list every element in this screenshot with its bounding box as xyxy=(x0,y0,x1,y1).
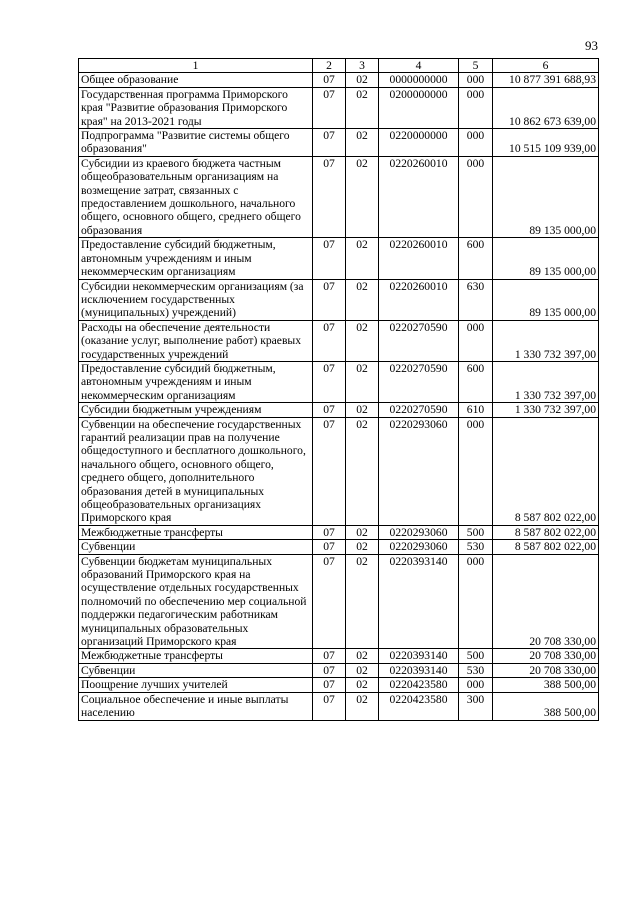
row-target-code-cell: 0220393140 xyxy=(379,663,459,677)
row-amount-cell: 388 500,00 xyxy=(493,678,599,692)
table-row xyxy=(79,417,599,525)
row-expense-type-cell: 300 xyxy=(459,692,493,720)
row-name-cell: Межбюджетные трансферты xyxy=(79,525,313,539)
row-amount-cell: 89 135 000,00 xyxy=(493,156,599,237)
header-col-4: 4 xyxy=(379,59,459,73)
row-amount-cell: 1 330 732 397,00 xyxy=(493,320,599,361)
row-name-cell: Субсидии из краевого бюджета частным общеобразовательным организациям на возмещение затрат, связанных с предоставлением дошкольного, начального общего, основного общего, среднего общего образования xyxy=(79,156,313,237)
row-amount-cell: 20 708 330,00 xyxy=(493,649,599,663)
row-section-cell: 07 xyxy=(313,678,346,692)
row-name-cell: Подпрограмма "Развитие системы общего образования" xyxy=(79,129,313,157)
row-section-cell: 07 xyxy=(313,87,346,128)
row-section-cell: 07 xyxy=(313,361,346,402)
row-target-code-cell: 0220260010 xyxy=(379,279,459,320)
table-row xyxy=(79,129,599,157)
row-subsection-cell: 02 xyxy=(346,678,379,692)
table-row xyxy=(79,320,599,361)
row-target-code-cell: 0220393140 xyxy=(379,649,459,663)
row-target-code-cell: 0220000000 xyxy=(379,129,459,157)
row-name-cell: Поощрение лучших учителей xyxy=(79,678,313,692)
table-row xyxy=(79,279,599,320)
row-name-cell: Субсидии некоммерческим организациям (за исключением государственных (муниципальных) учреждений) xyxy=(79,279,313,320)
row-subsection-cell: 02 xyxy=(346,649,379,663)
row-expense-type-cell: 600 xyxy=(459,361,493,402)
row-section-cell: 07 xyxy=(313,417,346,525)
row-subsection-cell: 02 xyxy=(346,554,379,649)
row-target-code-cell: 0220293060 xyxy=(379,525,459,539)
row-target-code-cell: 0220260010 xyxy=(379,238,459,279)
table-row xyxy=(79,361,599,402)
row-amount-cell: 20 708 330,00 xyxy=(493,663,599,677)
row-subsection-cell: 02 xyxy=(346,525,379,539)
row-section-cell: 07 xyxy=(313,554,346,649)
row-subsection-cell: 02 xyxy=(346,540,379,554)
row-section-cell: 07 xyxy=(313,692,346,720)
row-section-cell: 07 xyxy=(313,279,346,320)
row-target-code-cell: 0220260010 xyxy=(379,156,459,237)
page-number: 93 xyxy=(585,38,598,53)
row-expense-type-cell: 500 xyxy=(459,525,493,539)
row-amount-cell: 20 708 330,00 xyxy=(493,554,599,649)
row-section-cell: 07 xyxy=(313,156,346,237)
row-name-cell: Предоставление субсидий бюджетным, автономным учреждениям и иным некоммерческим организациям xyxy=(79,238,313,279)
row-expense-type-cell: 530 xyxy=(459,663,493,677)
row-section-cell: 07 xyxy=(313,649,346,663)
row-amount-cell: 1 330 732 397,00 xyxy=(493,361,599,402)
row-target-code-cell: 0000000000 xyxy=(379,73,459,87)
row-expense-type-cell: 000 xyxy=(459,320,493,361)
table-body xyxy=(79,59,599,721)
row-expense-type-cell: 530 xyxy=(459,540,493,554)
table-row xyxy=(79,156,599,237)
table-row xyxy=(79,649,599,663)
row-expense-type-cell: 500 xyxy=(459,649,493,663)
header-row xyxy=(79,59,599,73)
row-name-cell: Социальное обеспечение и иные выплаты населению xyxy=(79,692,313,720)
row-target-code-cell: 0220270590 xyxy=(379,403,459,417)
row-target-code-cell: 0220293060 xyxy=(379,417,459,525)
row-target-code-cell: 0220423580 xyxy=(379,678,459,692)
row-expense-type-cell: 000 xyxy=(459,156,493,237)
header-col-5: 5 xyxy=(459,59,493,73)
row-amount-cell: 8 587 802 022,00 xyxy=(493,417,599,525)
row-section-cell: 07 xyxy=(313,663,346,677)
table-row xyxy=(79,73,599,87)
row-expense-type-cell: 000 xyxy=(459,678,493,692)
row-amount-cell: 1 330 732 397,00 xyxy=(493,403,599,417)
row-section-cell: 07 xyxy=(313,525,346,539)
row-amount-cell: 388 500,00 xyxy=(493,692,599,720)
row-name-cell: Субвенции на обеспечение государственных гарантий реализации прав на получение общедоступного и бесплатного дошкольного, начального общего, основного общего, среднего общего, дополнительного образования детей в муниципальных общеобразовательных организациях Приморского края xyxy=(79,417,313,525)
table-row xyxy=(79,663,599,677)
row-subsection-cell: 02 xyxy=(346,361,379,402)
row-expense-type-cell: 000 xyxy=(459,87,493,128)
row-expense-type-cell: 000 xyxy=(459,417,493,525)
row-subsection-cell: 02 xyxy=(346,238,379,279)
row-subsection-cell: 02 xyxy=(346,320,379,361)
row-expense-type-cell: 000 xyxy=(459,73,493,87)
row-amount-cell: 8 587 802 022,00 xyxy=(493,525,599,539)
row-amount-cell: 10 862 673 639,00 xyxy=(493,87,599,128)
row-name-cell: Межбюджетные трансферты xyxy=(79,649,313,663)
row-name-cell: Субвенции xyxy=(79,663,313,677)
table-row xyxy=(79,540,599,554)
row-subsection-cell: 02 xyxy=(346,129,379,157)
row-expense-type-cell: 610 xyxy=(459,403,493,417)
table-row xyxy=(79,403,599,417)
row-subsection-cell: 02 xyxy=(346,87,379,128)
row-subsection-cell: 02 xyxy=(346,403,379,417)
row-target-code-cell: 0220393140 xyxy=(379,554,459,649)
row-amount-cell: 89 135 000,00 xyxy=(493,279,599,320)
row-name-cell: Расходы на обеспечение деятельности (оказание услуг, выполнение работ) краевых государственных учреждений xyxy=(79,320,313,361)
row-name-cell: Субвенции бюджетам муниципальных образований Приморского края на осуществление отдельных государственных полномочий по обеспечению мер социальной поддержки педагогическим работникам муниципальных образовательных организаций Приморского края xyxy=(79,554,313,649)
row-subsection-cell: 02 xyxy=(346,417,379,525)
row-section-cell: 07 xyxy=(313,540,346,554)
table-row xyxy=(79,692,599,720)
row-amount-cell: 10 877 391 688,93 xyxy=(493,73,599,87)
row-subsection-cell: 02 xyxy=(346,156,379,237)
row-section-cell: 07 xyxy=(313,320,346,361)
row-expense-type-cell: 000 xyxy=(459,554,493,649)
row-name-cell: Общее образование xyxy=(79,73,313,87)
row-section-cell: 07 xyxy=(313,129,346,157)
row-amount-cell: 89 135 000,00 xyxy=(493,238,599,279)
row-expense-type-cell: 000 xyxy=(459,129,493,157)
row-subsection-cell: 02 xyxy=(346,279,379,320)
row-amount-cell: 10 515 109 939,00 xyxy=(493,129,599,157)
table-row xyxy=(79,678,599,692)
row-name-cell: Государственная программа Приморского края "Развитие образования Приморского края" на 2013-2021 годы xyxy=(79,87,313,128)
table-row xyxy=(79,554,599,649)
row-name-cell: Субвенции xyxy=(79,540,313,554)
header-col-6: 6 xyxy=(493,59,599,73)
row-section-cell: 07 xyxy=(313,403,346,417)
row-name-cell: Предоставление субсидий бюджетным, автономным учреждениям и иным некоммерческим организациям xyxy=(79,361,313,402)
table-row xyxy=(79,238,599,279)
table-row xyxy=(79,87,599,128)
row-target-code-cell: 0220270590 xyxy=(379,320,459,361)
budget-table xyxy=(78,58,599,721)
row-name-cell: Субсидии бюджетным учреждениям xyxy=(79,403,313,417)
row-subsection-cell: 02 xyxy=(346,663,379,677)
row-section-cell: 07 xyxy=(313,73,346,87)
table-row xyxy=(79,525,599,539)
row-expense-type-cell: 630 xyxy=(459,279,493,320)
row-target-code-cell: 0220270590 xyxy=(379,361,459,402)
row-target-code-cell: 0220293060 xyxy=(379,540,459,554)
row-expense-type-cell: 600 xyxy=(459,238,493,279)
row-amount-cell: 8 587 802 022,00 xyxy=(493,540,599,554)
header-col-2: 2 xyxy=(313,59,346,73)
row-subsection-cell: 02 xyxy=(346,692,379,720)
row-section-cell: 07 xyxy=(313,238,346,279)
row-target-code-cell: 0220423580 xyxy=(379,692,459,720)
row-target-code-cell: 0200000000 xyxy=(379,87,459,128)
header-col-3: 3 xyxy=(346,59,379,73)
header-col-1: 1 xyxy=(79,59,313,73)
row-subsection-cell: 02 xyxy=(346,73,379,87)
